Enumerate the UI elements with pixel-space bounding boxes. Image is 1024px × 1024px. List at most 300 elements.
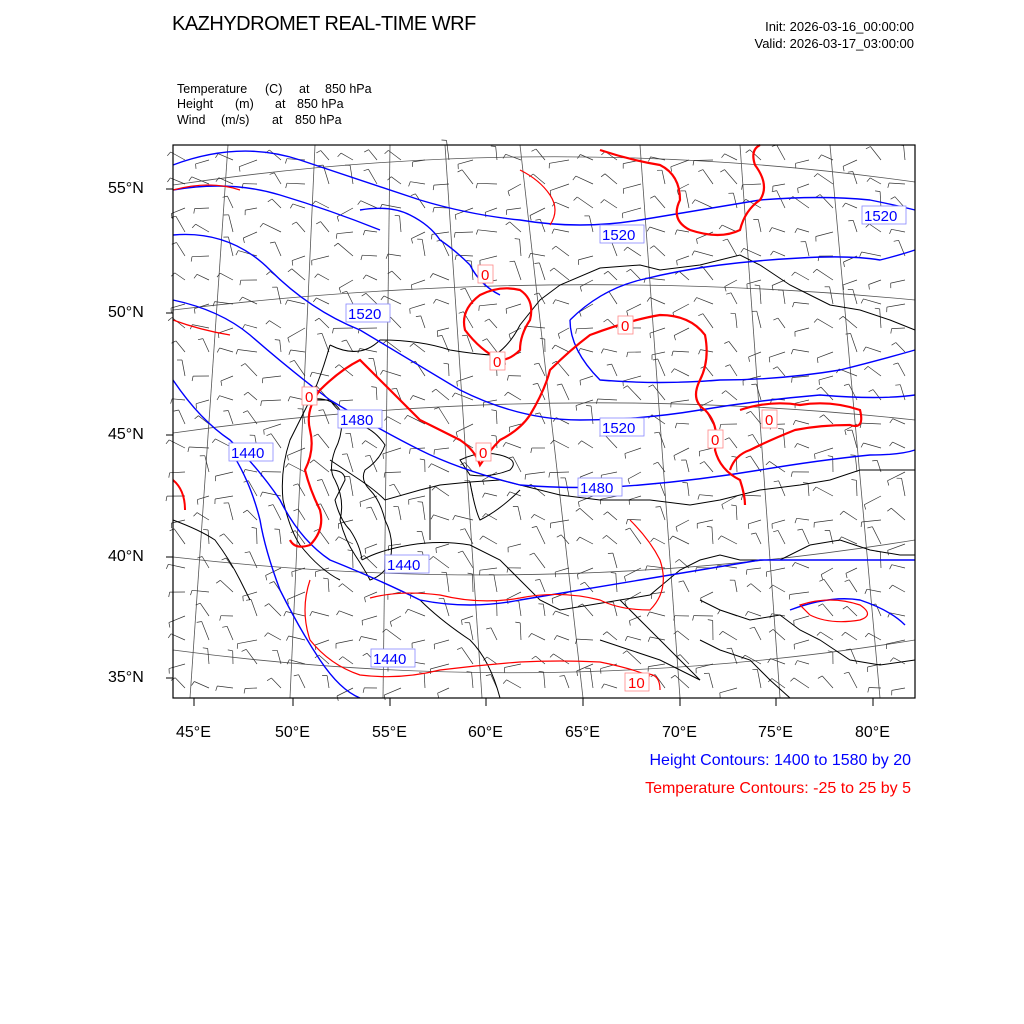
wind-barb	[723, 631, 737, 640]
wind-barb-flag	[707, 526, 712, 527]
wind-barb	[507, 208, 521, 210]
wind-barb-flag	[861, 522, 862, 527]
wind-barb-flag	[363, 653, 367, 656]
wind-barb-flag	[869, 390, 874, 392]
wind-barb-flag	[385, 150, 389, 153]
wind-barb-flag	[318, 165, 323, 166]
wind-barb	[868, 366, 881, 376]
wind-barb	[175, 678, 185, 688]
wind-barb-flag	[287, 660, 289, 665]
wind-barb-flag	[846, 573, 847, 578]
wind-barb	[194, 682, 209, 689]
wind-barb-flag	[288, 269, 292, 272]
wind-barb-flag	[530, 553, 535, 555]
wind-barb-flag	[650, 333, 651, 338]
wind-barb-flag	[607, 364, 612, 365]
wind-barb-flag	[485, 319, 489, 321]
wind-barb	[795, 562, 809, 568]
wind-barb-flag	[864, 505, 865, 510]
wind-barb-flag	[383, 454, 384, 459]
wind-barb-flag	[462, 620, 463, 625]
wind-barb-flag	[625, 636, 627, 641]
height-contour-legend: Height Contours: 1400 to 1580 by 20	[649, 752, 911, 769]
wind-barb-flag	[554, 636, 557, 640]
wind-barb	[346, 340, 353, 352]
wind-barb-flag	[338, 153, 341, 157]
wind-barb-flag	[191, 257, 192, 262]
wind-barb	[880, 309, 881, 328]
wind-barb-flag	[731, 456, 736, 457]
wind-barb	[873, 390, 881, 400]
wind-barb-flag	[220, 534, 224, 537]
wind-barb	[631, 269, 642, 280]
wind-barb	[855, 455, 857, 472]
wind-barb-flag	[269, 582, 274, 584]
wind-barb	[650, 328, 665, 333]
wind-barb-flag	[270, 173, 275, 175]
wind-barb-flag	[270, 242, 275, 243]
wind-barb-flag	[624, 577, 625, 582]
wind-barb	[773, 629, 785, 640]
wind-barb	[505, 664, 522, 668]
wind-barb-flag	[604, 319, 608, 322]
temp-label: 0	[711, 432, 720, 449]
wind-barb-flag	[411, 239, 412, 244]
wind-barb	[704, 462, 713, 473]
wind-barb-flag	[503, 154, 506, 158]
wind-barb	[436, 487, 450, 496]
wind-barb	[385, 472, 401, 473]
wind-barb	[269, 604, 281, 616]
lon-label: 55°E	[372, 724, 407, 741]
wind-barb-flag	[888, 183, 889, 188]
wind-barb	[486, 514, 497, 521]
wind-barb	[777, 145, 785, 160]
wind-barb	[169, 664, 185, 669]
wind-barb-flag	[861, 443, 863, 447]
wind-barb-flag	[828, 651, 833, 652]
wind-barb-flag	[553, 611, 556, 615]
wind-barb-flag	[189, 177, 192, 181]
wind-barb	[299, 675, 305, 688]
wind-barb	[808, 483, 809, 496]
wind-barb	[797, 229, 809, 233]
wind-barb-flag	[411, 194, 416, 196]
wind-barb-flag	[891, 197, 895, 200]
valid-time: Valid: 2026-03-17_03:00:00	[754, 36, 914, 51]
wind-barb-flag	[339, 657, 343, 660]
wind-barb	[795, 420, 809, 424]
wind-barb-flag	[692, 251, 694, 255]
wind-barb-flag	[266, 575, 267, 580]
wind-barb	[336, 640, 353, 644]
wind-barb-flag	[821, 575, 823, 580]
wind-barb	[472, 672, 473, 688]
wind-barb	[556, 246, 569, 256]
wind-barb	[228, 411, 233, 425]
wind-barb-flag	[819, 579, 824, 581]
wind-barb	[674, 448, 689, 456]
wind-barb	[242, 297, 257, 304]
wind-barb	[730, 365, 737, 376]
wind-barb	[362, 616, 377, 620]
wind-barb	[353, 551, 354, 568]
wind-barb	[287, 448, 305, 455]
wind-barb-flag	[222, 558, 227, 560]
wind-barb-flag	[795, 518, 797, 523]
wind-barb	[794, 640, 809, 644]
wind-barb	[515, 261, 522, 280]
wind-barb-flag	[198, 339, 203, 340]
wind-barb	[654, 538, 665, 544]
wind-barb	[319, 318, 329, 328]
wind-barb-flag	[848, 220, 853, 221]
wind-barb	[772, 520, 785, 524]
wind-barb-flag	[392, 388, 397, 389]
wind-barb-flag	[577, 537, 580, 541]
wind-barb-flag	[389, 484, 394, 486]
wind-barb	[652, 352, 665, 355]
wind-barb	[434, 448, 449, 450]
wind-barb-flag	[790, 678, 794, 682]
lon-label: 70°E	[662, 724, 697, 741]
wind-barb	[904, 146, 905, 161]
wind-barb	[248, 411, 258, 424]
wind-barb-flag	[844, 672, 849, 673]
wind-barb	[725, 170, 737, 184]
wind-barb	[536, 656, 545, 664]
wind-barb	[239, 160, 257, 167]
wind-barb	[580, 280, 593, 287]
wind-barb	[580, 537, 593, 544]
wind-barb	[534, 514, 545, 520]
wind-barb	[880, 192, 881, 208]
wind-barb	[687, 483, 689, 496]
wind-barb-flag	[342, 340, 347, 342]
wind-barb	[772, 228, 785, 232]
wind-barb	[483, 536, 497, 544]
wind-barb-flag	[292, 222, 296, 224]
height-label: 1520	[864, 208, 898, 225]
wind-barb	[562, 384, 569, 400]
wind-barb-flag	[531, 514, 534, 518]
wind-barb-flag	[371, 387, 376, 388]
wind-barb	[821, 387, 833, 400]
wind-barb	[862, 520, 881, 522]
wind-barb	[623, 376, 641, 381]
wind-barb	[578, 256, 593, 260]
wind-barb	[891, 229, 905, 232]
wind-barb	[519, 601, 521, 616]
wind-barb-flag	[365, 455, 370, 456]
wind-barb-flag	[169, 592, 170, 597]
wind-barb	[412, 640, 425, 643]
wind-barb-flag	[795, 229, 797, 233]
wind-barb-flag	[362, 293, 366, 296]
wind-barb	[862, 252, 881, 256]
wind-barb	[176, 216, 185, 232]
wind-barb	[368, 169, 377, 184]
wind-barb-flag	[718, 536, 721, 540]
wind-barb	[856, 480, 857, 496]
wind-barb	[824, 415, 833, 424]
wind-barb-flag	[252, 527, 257, 528]
init-time: Init: 2026-03-16_00:00:00	[765, 19, 914, 34]
wind-barb	[315, 640, 329, 645]
wind-barb	[434, 184, 449, 185]
wind-barb-flag	[887, 508, 891, 511]
wind-barb	[591, 406, 593, 424]
wind-barb	[627, 247, 641, 256]
wind-barb-flag	[576, 329, 577, 334]
wind-barb	[473, 574, 474, 592]
wind-barb-flag	[243, 411, 248, 413]
wind-barb	[869, 224, 881, 232]
wind-barb-flag	[383, 629, 387, 632]
wind-barb	[624, 568, 641, 577]
wind-barb	[870, 147, 881, 161]
wind-barb-flag	[557, 535, 561, 537]
wind-barb	[731, 293, 737, 304]
wind-barb	[742, 184, 761, 185]
wind-barb-flag	[650, 246, 654, 249]
wind-barb	[480, 256, 497, 260]
wind-barb	[550, 184, 569, 191]
wind-barb-flag	[444, 363, 449, 364]
wind-barb-flag	[650, 196, 654, 198]
wind-barb	[849, 580, 857, 592]
wind-barb	[677, 423, 689, 424]
wind-barb-flag	[778, 429, 783, 430]
wind-barb	[849, 672, 857, 688]
variable-at: at	[299, 82, 310, 96]
wind-barb	[322, 333, 329, 352]
wind-barb	[580, 376, 593, 380]
wind-barb-flag	[656, 507, 661, 508]
wind-barb-flag	[223, 196, 228, 197]
wind-barb-flag	[843, 166, 844, 171]
wind-barb-flag	[792, 272, 795, 276]
wind-barb-flag	[577, 574, 578, 579]
wind-barb-flag	[553, 300, 556, 304]
wind-barb	[555, 568, 569, 572]
wind-barb-flag	[851, 480, 856, 481]
wind-barb-flag	[550, 654, 554, 658]
wind-barb-flag	[580, 380, 581, 385]
wind-barb	[196, 400, 209, 404]
wind-barb	[436, 389, 449, 400]
wind-barb	[598, 399, 617, 400]
wind-barb-flag	[275, 340, 280, 341]
wind-barb-flag	[741, 495, 742, 500]
wind-barb	[604, 684, 617, 688]
wind-barb	[371, 507, 377, 520]
temp-label: 0	[305, 389, 314, 406]
wind-barb-flag	[268, 199, 272, 202]
wind-barb-flag	[578, 441, 582, 445]
wind-barb	[422, 531, 425, 544]
wind-barb-flag	[750, 627, 755, 628]
wind-barb	[485, 493, 497, 496]
variable-unit: (m)	[235, 97, 254, 111]
wind-barb	[391, 317, 402, 328]
wind-barb-flag	[339, 584, 343, 587]
temperature-contour-legend: Temperature Contours: -25 to 25 by 5	[645, 780, 911, 797]
wind-barb-flag	[745, 611, 748, 615]
wind-barb-flag	[803, 483, 808, 484]
variable-height	[177, 97, 344, 111]
wind-barb	[896, 343, 905, 353]
wind-barb	[462, 616, 474, 620]
wind-barb-flag	[384, 417, 387, 421]
wind-barb-flag	[333, 328, 334, 333]
wind-barb	[539, 363, 545, 376]
country-borders	[173, 255, 915, 698]
wind-barb-flag	[535, 219, 540, 220]
wind-barb-flag	[288, 338, 290, 343]
wind-barb	[650, 612, 666, 616]
wind-barb	[603, 349, 617, 352]
wind-barb-flag	[430, 556, 434, 559]
wind-barb	[604, 200, 617, 209]
wind-barb-flag	[260, 223, 263, 227]
wind-barb	[726, 391, 737, 400]
wind-barb	[438, 688, 449, 693]
wind-barb	[198, 416, 209, 424]
wind-barb	[748, 611, 761, 616]
wind-barb-flag	[266, 321, 270, 325]
wind-barb-flag	[503, 680, 506, 684]
wind-barb	[506, 442, 521, 448]
wind-barb-flag	[194, 309, 195, 314]
wind-barb	[431, 464, 449, 472]
wind-barb	[694, 160, 713, 161]
wind-barb-flag	[366, 507, 371, 508]
wind-barb	[863, 299, 881, 304]
wind-barb	[609, 292, 617, 304]
wind-barb-flag	[228, 650, 233, 651]
wind-barb	[727, 239, 737, 256]
variable-unit: (C)	[265, 82, 283, 96]
wind-barb-flag	[771, 251, 774, 255]
wind-barb	[577, 328, 594, 329]
wind-barb-flag	[215, 154, 218, 158]
wind-barb	[751, 584, 761, 592]
wind-barb-flag	[813, 269, 817, 273]
wind-barb	[819, 376, 833, 380]
wind-barb	[783, 429, 785, 448]
wind-barb	[292, 256, 305, 261]
wind-barb-flag	[677, 260, 678, 265]
lat-label: 40°N	[108, 548, 144, 565]
wind-barb-flag	[381, 296, 384, 300]
wind-barb-flag	[872, 460, 877, 461]
wind-barb-flag	[267, 678, 271, 681]
wind-barb-flag	[239, 167, 240, 172]
wind-barb	[733, 193, 737, 208]
wind-barb	[491, 628, 497, 640]
wind-barb-flag	[292, 261, 293, 266]
wind-barb	[783, 290, 785, 304]
wind-barb	[263, 223, 281, 232]
wind-barb-flag	[867, 527, 872, 528]
height-contours	[173, 151, 915, 698]
wind-barb-flag	[515, 239, 520, 240]
wind-barb-flag	[671, 675, 675, 678]
wind-barb	[248, 392, 257, 400]
wind-barb	[221, 376, 233, 381]
wind-barb	[458, 160, 473, 164]
wind-barb-flag	[672, 351, 673, 356]
wind-barb	[227, 626, 233, 640]
variable-level: 850 hPa	[297, 97, 344, 111]
wind-barb-flag	[335, 365, 339, 368]
wind-barb-flag	[819, 155, 822, 159]
wind-barb-flag	[260, 492, 262, 497]
wind-barb-flag	[550, 268, 554, 271]
wind-barb	[767, 568, 786, 572]
wind-barb-flag	[404, 415, 407, 419]
wind-barb-flag	[552, 229, 554, 234]
wind-barb	[725, 154, 737, 160]
wind-barb	[797, 443, 809, 448]
wind-barb-flag	[792, 562, 795, 566]
wind-barb	[339, 280, 353, 288]
wind-barb-flag	[317, 333, 322, 334]
wind-barb	[224, 534, 233, 544]
wind-barb	[436, 299, 449, 304]
wind-barb	[508, 184, 521, 191]
wind-barb	[449, 364, 450, 376]
wind-barb	[662, 170, 665, 184]
wind-barb-flag	[363, 230, 365, 235]
wind-barb-flag	[653, 359, 658, 360]
wind-barb-flag	[336, 234, 337, 239]
wind-barb	[433, 274, 449, 281]
wind-barb	[268, 633, 281, 640]
wind-barb	[321, 222, 329, 232]
wind-barb	[712, 527, 713, 544]
wind-barb-flag	[169, 473, 170, 478]
wind-barb-flag	[604, 271, 608, 274]
wind-barb	[394, 484, 401, 496]
wind-barb-flag	[626, 519, 627, 524]
wind-barb	[888, 472, 906, 481]
wind-barb-flag	[293, 509, 298, 511]
wind-barb-flag	[455, 255, 456, 260]
wind-barb-flag	[409, 182, 411, 187]
wind-barb-flag	[731, 313, 736, 314]
wind-barb-flag	[552, 599, 553, 604]
wind-barb	[677, 256, 689, 260]
wind-barb	[863, 443, 881, 448]
wind-barb	[795, 328, 809, 332]
wind-barb	[389, 544, 401, 546]
wind-barb	[487, 657, 497, 664]
wind-barb-flag	[507, 492, 510, 496]
wind-barb	[436, 544, 449, 548]
wind-barb-flag	[602, 684, 605, 688]
wind-barb-flag	[241, 364, 245, 367]
wind-barb-flag	[529, 253, 531, 258]
wind-barb-flag	[459, 312, 464, 314]
wind-barb-flag	[203, 529, 208, 530]
wind-barb-flag	[172, 341, 176, 343]
wind-barb	[350, 433, 353, 448]
wind-barb-flag	[336, 537, 339, 541]
wind-barb-flag	[239, 297, 242, 301]
wind-barb	[736, 314, 738, 328]
